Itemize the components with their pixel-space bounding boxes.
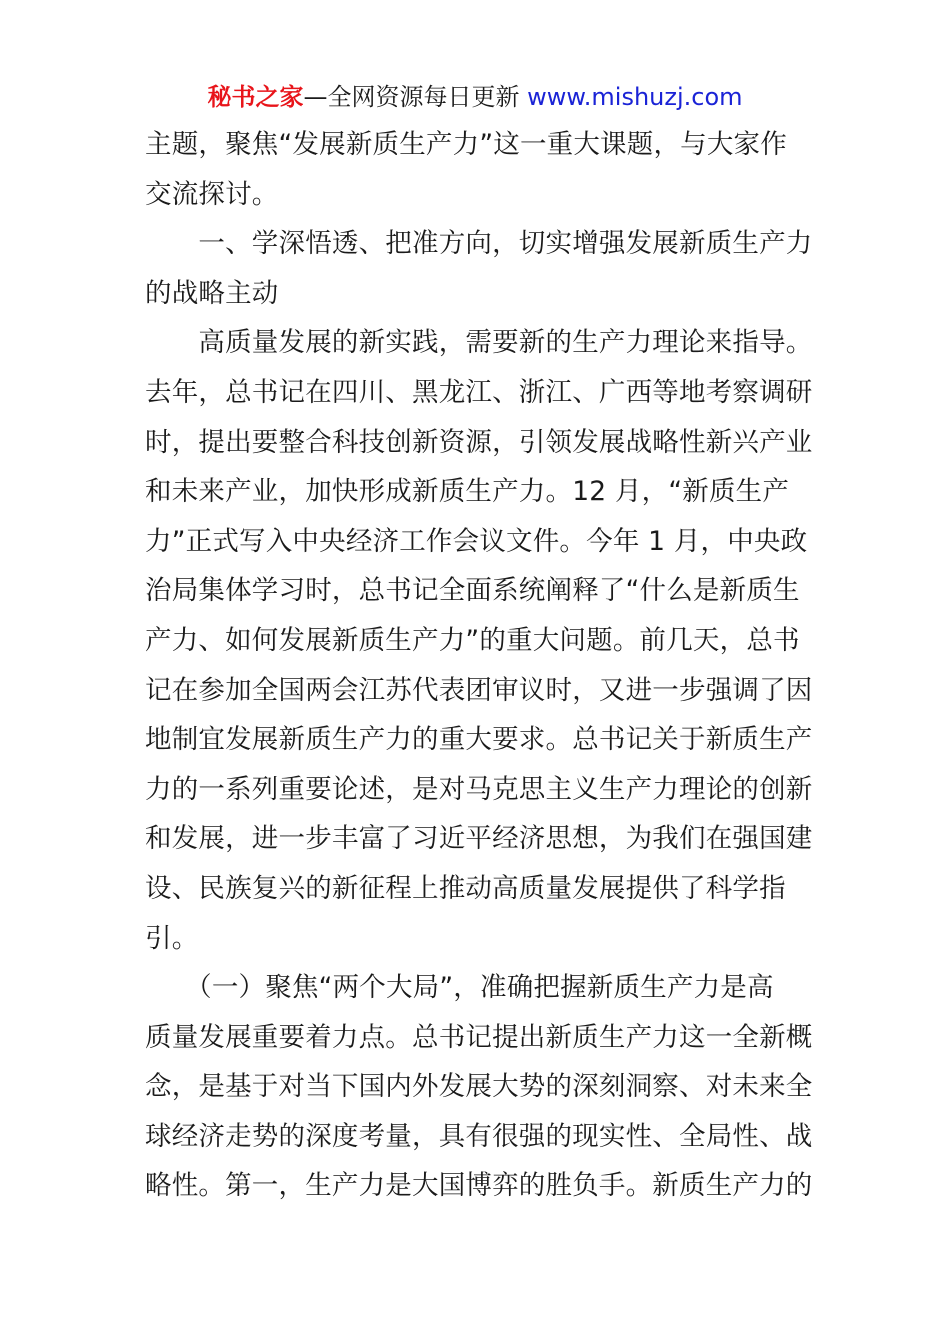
text-line: 质量发展重要着力点。总书记提出新质生产力这一全新概 <box>145 1021 813 1053</box>
text-line: 记在参加全国两会江苏代表团审议时，又进一步强调了因 <box>145 674 813 706</box>
text-line: 和发展，进一步丰富了习近平经济思想，为我们在强国建 <box>145 823 813 855</box>
text-line: 球经济走势的深度考量，具有很强的现实性、全局性、战 <box>145 1120 813 1152</box>
text-line: 设、民族复兴的新征程上推动高质量发展提供了科学指 <box>145 872 786 904</box>
text-line: 产力、如何发展新质生产力”的重大问题。前几天，总书 <box>145 624 800 656</box>
text-line: （一）聚焦“两个大局”，准确把握新质生产力是高 <box>145 972 774 1004</box>
text-line: 力的一系列重要论述，是对马克思主义生产力理论的创新 <box>145 773 813 805</box>
text-line: 交流探讨。 <box>145 178 279 210</box>
text-line: 念，是基于对当下国内外发展大势的深刻洞察、对未来全 <box>145 1071 813 1103</box>
text-line: 略性。第一，生产力是大国博弈的胜负手。新质生产力的 <box>145 1170 813 1202</box>
text-line: 引。 <box>145 922 199 954</box>
site-tagline: —全网资源每日更新 <box>303 83 520 111</box>
text-line: 去年，总书记在四川、黑龙江、浙江、广西等地考察调研 <box>145 376 813 408</box>
text-line: 治局集体学习时，总书记全面系统阐释了“什么是新质生 <box>145 575 800 607</box>
site-brand: 秘书之家 <box>207 83 304 111</box>
text-line: 地制宜发展新质生产力的重大要求。总书记关于新质生产 <box>145 724 813 756</box>
site-url[interactable]: www.mishuzj.com <box>527 83 743 111</box>
text-line: 时，提出要整合科技创新资源，引领发展战略性新兴产业 <box>145 426 813 458</box>
text-line: 高质量发展的新实践，需要新的生产力理论来指导。 <box>145 327 813 359</box>
document-body <box>145 120 811 1211</box>
text-line: 主题，聚焦“发展新质生产力”这一重大课题，与大家作 <box>145 129 787 160</box>
text-line: 和未来产业，加快形成新质生产力。12 月，“新质生产 <box>145 476 790 508</box>
section-heading: 一、学深悟透、把准方向，切实增强发展新质生产力 <box>145 228 813 260</box>
text-line: 力”正式写入中央经济工作会议文件。今年 1 月，中央政 <box>145 525 808 557</box>
site-header <box>0 80 950 114</box>
section-heading: 的战略主动 <box>145 277 279 309</box>
